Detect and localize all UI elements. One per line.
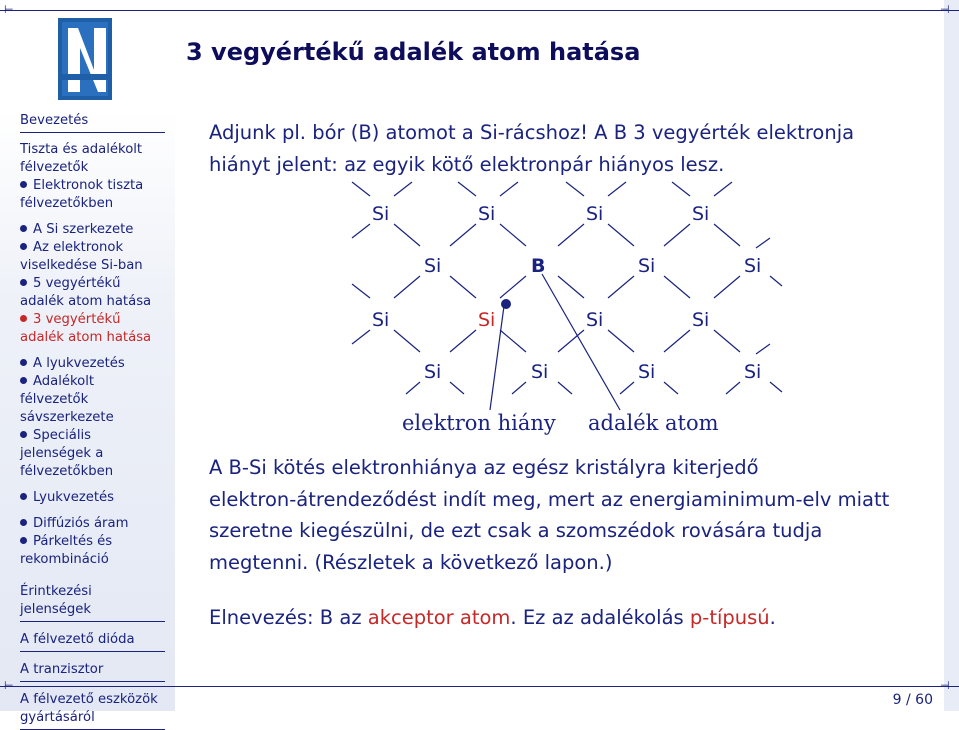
sidebar-item-elektronok-viselkedese[interactable] <box>20 239 165 275</box>
sidebar-item-si-szerkezete[interactable] <box>20 221 165 239</box>
right-frame <box>944 0 959 711</box>
sidebar-item-label: A Si szerkezete <box>33 222 134 237</box>
sidebar-item-label: A lyukvezetés <box>33 356 125 371</box>
bullet-icon <box>20 181 27 188</box>
intro-line-2: hiányt jelent: az egyik kötő elektronpár hiányos lesz. <box>209 152 725 176</box>
bullet-icon <box>20 279 27 286</box>
sidebar-item-elektronok[interactable] <box>20 177 165 213</box>
sidebar-item-specialis[interactable] <box>20 427 165 481</box>
bullet-icon <box>20 431 27 438</box>
sidebar-item-savszerkezet[interactable] <box>20 373 165 427</box>
explanation-text <box>209 452 929 578</box>
atom-si-r2c1: Si <box>424 255 442 277</box>
atom-si-r1c4: Si <box>692 203 710 225</box>
atom-si-r3c2-highlight: Si <box>478 309 496 331</box>
bottom-rule <box>0 686 959 687</box>
atom-si-r3c3: Si <box>586 309 604 331</box>
explain-line-1: A B-Si kötés elektronhiánya az egész kristályra kiterjedő <box>209 456 759 479</box>
bullet-icon <box>20 493 27 500</box>
bullet-icon <box>20 243 27 250</box>
bullet-icon <box>20 537 27 544</box>
sidebar-item-label: Adalékolt félvezetők sávszerkezete <box>20 374 114 425</box>
sidebar-navigation <box>20 112 165 730</box>
sidebar-section-erintkezesi[interactable]: Érintkezési jelenségek <box>20 583 165 622</box>
sidebar-item-diffuzios[interactable] <box>20 515 165 533</box>
explain-line-4: megtenni. (Részletek a következő lapon.) <box>209 550 613 574</box>
boron-lattice-diagram <box>330 178 790 448</box>
sidebar-section-tiszta[interactable]: Tiszta és adalékolt félvezetők <box>20 142 143 175</box>
intro-line-1: Adjunk pl. bór (B) atomot a Si-rácshoz! A B 3 vegyérték elektronja <box>209 121 855 144</box>
sidebar-item-label: Az elektronok viselkedése Si-ban <box>20 240 143 273</box>
sidebar-section-tranzisztor[interactable]: A tranzisztor <box>20 661 165 682</box>
nav-right-arrow-bottom-icon[interactable]: ⊣ <box>940 679 950 692</box>
label-adalek-atom: adalék atom <box>588 411 719 435</box>
atom-si-r4c1: Si <box>424 361 442 383</box>
sidebar-item-lyukvezetes[interactable] <box>20 355 165 373</box>
top-rule <box>0 10 959 11</box>
atom-si-r3c4: Si <box>692 309 710 331</box>
naming-middle: . Ez az adalékolás <box>510 606 690 629</box>
sidebar-item-label: Párkeltés és rekombináció <box>20 534 113 567</box>
slide-title: 3 vegyértékű adalék atom hatása <box>186 38 641 66</box>
page-number: 9 / 60 <box>892 692 933 708</box>
naming-type: p-típusú <box>689 606 770 629</box>
intro-text <box>209 117 929 180</box>
atom-si-r3c1: Si <box>372 309 390 331</box>
sidebar-item-label: Speciális jelenségek a félvezetőkben <box>20 428 114 479</box>
atom-si-r4c4: Si <box>744 361 762 383</box>
naming-acceptor: akceptor atom <box>367 606 511 629</box>
nav-left-arrow-icon[interactable]: ⊢ <box>4 3 14 16</box>
sidebar-item-label: 5 vegyértékű adalék atom hatása <box>20 276 152 309</box>
atom-si-r1c1: Si <box>372 203 390 225</box>
university-logo <box>58 18 112 100</box>
sidebar-item-label: Elektronok tiszta félvezetőkben <box>20 178 144 211</box>
bond-lines <box>352 182 782 410</box>
atom-si-r4c2: Si <box>531 361 549 383</box>
nav-right-arrow-icon[interactable]: ⊣ <box>940 3 950 16</box>
bullet-icon <box>20 225 27 232</box>
explain-line-3: szeretne kiegészülni, de ezt csak a szomszédok rovására tudja <box>209 519 823 542</box>
sidebar-item-5-vegyertek[interactable] <box>20 275 165 311</box>
atom-si-r2c3: Si <box>638 255 656 277</box>
sidebar-item-label: Diffúziós áram <box>33 516 129 531</box>
bullet-icon <box>20 519 27 526</box>
sidebar-section-gyartas[interactable]: A félvezető eszközök gyártásáról <box>20 691 165 730</box>
atom-boron: B <box>531 255 546 277</box>
naming-prefix: Elnevezés: B az <box>209 606 368 629</box>
bullet-icon <box>20 315 27 322</box>
bullet-icon <box>20 377 27 384</box>
sidebar <box>0 0 175 725</box>
sidebar-item-lyukvezetes-2[interactable] <box>20 489 165 507</box>
sidebar-item-parkeltes[interactable] <box>20 533 165 569</box>
electron-dot-icon <box>501 299 511 309</box>
naming-end: . <box>769 606 776 629</box>
atom-si-r2c4: Si <box>744 255 762 277</box>
sidebar-section-bevezetes[interactable]: Bevezetés <box>20 112 165 133</box>
nav-left-arrow-bottom-icon[interactable]: ⊢ <box>4 679 14 692</box>
sidebar-item-3-vegyertek[interactable] <box>20 311 165 347</box>
atom-si-r1c3: Si <box>586 203 604 225</box>
bullet-icon <box>20 359 27 366</box>
atom-si-r1c2: Si <box>478 203 496 225</box>
explain-line-2: elektron-átrendeződést indít meg, mert az energiaminimum-elv miatt <box>209 487 890 511</box>
atom-si-r4c3: Si <box>638 361 656 383</box>
sidebar-section-dioda[interactable]: A félvezető dióda <box>20 631 165 652</box>
sidebar-item-label: Lyukvezetés <box>33 490 115 505</box>
sidebar-item-label: 3 vegyértékű adalék atom hatása <box>20 312 152 345</box>
naming-text <box>209 602 929 634</box>
label-electron-hiany: elektron hiány <box>402 411 556 435</box>
